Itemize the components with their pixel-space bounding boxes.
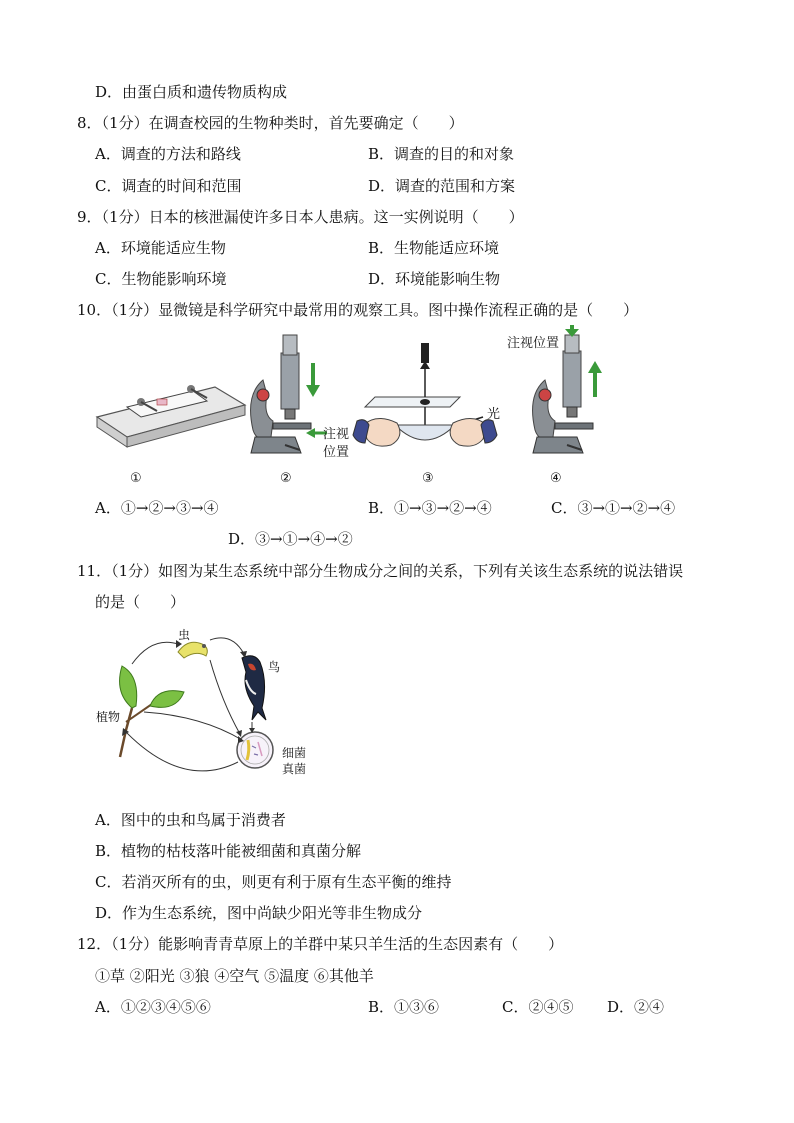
step2-number: ② bbox=[280, 471, 292, 486]
q9-option-b: B．生物能适应环境 bbox=[368, 239, 500, 257]
q9-option-a: A．环境能适应生物 bbox=[95, 239, 226, 257]
q11-option-b: B．植物的枯枝落叶能被细菌和真菌分解 bbox=[95, 842, 362, 860]
q12-factors: ①草 ②阳光 ③狼 ④空气 ⑤温度 ⑥其他羊 bbox=[95, 967, 374, 985]
bird-label: 鸟 bbox=[268, 660, 281, 674]
q10-option-d: D．③→①→④→② bbox=[228, 530, 353, 548]
q10-option-a: A．①→②→③→④ bbox=[95, 499, 219, 517]
step4-watch-position-label: 注视位置 bbox=[507, 336, 560, 351]
q8-option-d: D．调查的范围和方案 bbox=[368, 177, 516, 195]
q10-option-c: C．③→①→②→④ bbox=[551, 499, 676, 517]
q9-option-c: C．生物能影响环境 bbox=[95, 270, 227, 288]
q12-option-c: C．②④⑤ bbox=[502, 998, 574, 1016]
q12-option-a: A．①②③④⑤⑥ bbox=[95, 998, 211, 1016]
q11-option-a: A．图中的虫和鸟属于消费者 bbox=[95, 811, 286, 829]
step4-number: ④ bbox=[550, 471, 562, 486]
q8-stem: 8．（1分）在调查校园的生物种类时，首先要确定（ ） bbox=[77, 114, 464, 132]
microscope-steps-illustration bbox=[95, 325, 715, 495]
insect-label: 虫 bbox=[178, 628, 191, 642]
bird-drawing bbox=[242, 656, 266, 720]
q12-option-d: D．②④ bbox=[607, 998, 665, 1016]
plant-label: 植物 bbox=[96, 710, 121, 724]
step3-hands-mirror-light bbox=[353, 343, 497, 446]
energy-flow-arrows bbox=[122, 638, 255, 771]
ecosystem-figure bbox=[92, 622, 322, 787]
q8-option-b: B．调查的目的和对象 bbox=[368, 145, 515, 163]
decomposer-drawing bbox=[237, 732, 273, 768]
q11-option-d: D．作为生态系统，图中尚缺少阳光等非生物成分 bbox=[95, 904, 423, 922]
step1-number: ① bbox=[130, 471, 142, 486]
q10-option-b: B．①→③→②→④ bbox=[368, 499, 492, 517]
step3-light-label: 光 bbox=[487, 407, 501, 422]
q11-stem-line2: 的是（ ） bbox=[95, 593, 186, 611]
q11-option-c: C．若消灭所有的虫，则更有利于原有生态平衡的维持 bbox=[95, 873, 452, 891]
q7-option-d: D．由蛋白质和遗传物质构成 bbox=[95, 83, 288, 101]
q12-option-b: B．①③⑥ bbox=[368, 998, 440, 1016]
step2-watch-label: 注视 bbox=[323, 427, 350, 442]
step3-number: ③ bbox=[422, 471, 434, 486]
q12-stem: 12．（1分）能影响青青草原上的羊群中某只羊生活的生态因素有（ ） bbox=[77, 935, 564, 953]
q9-stem: 9．（1分）日本的核泄漏使许多日本人患病。这一实例说明（ ） bbox=[77, 208, 524, 226]
step2-position-label: 位置 bbox=[323, 445, 350, 460]
q8-option-c: C．调查的时间和范围 bbox=[95, 177, 242, 195]
bacteria-label: 细菌 bbox=[282, 746, 307, 760]
step2-microscope-lowering bbox=[251, 335, 327, 453]
q9-option-d: D．环境能影响生物 bbox=[368, 270, 501, 288]
q11-stem-line1: 11．（1分）如图为某生态系统中部分生物成分之间的关系，下列有关该生态系统的说法错误 bbox=[77, 562, 684, 580]
microscope-steps-figure bbox=[95, 325, 715, 495]
q10-stem: 10．（1分）显微镜是科学研究中最常用的观察工具。图中操作流程正确的是（ ） bbox=[77, 301, 639, 319]
step1-slide-on-stage bbox=[97, 385, 245, 447]
plant-drawing bbox=[120, 666, 184, 757]
fungi-label: 真菌 bbox=[282, 762, 307, 776]
insect-drawing bbox=[178, 642, 207, 658]
q8-option-a: A．调查的方法和路线 bbox=[95, 145, 241, 163]
